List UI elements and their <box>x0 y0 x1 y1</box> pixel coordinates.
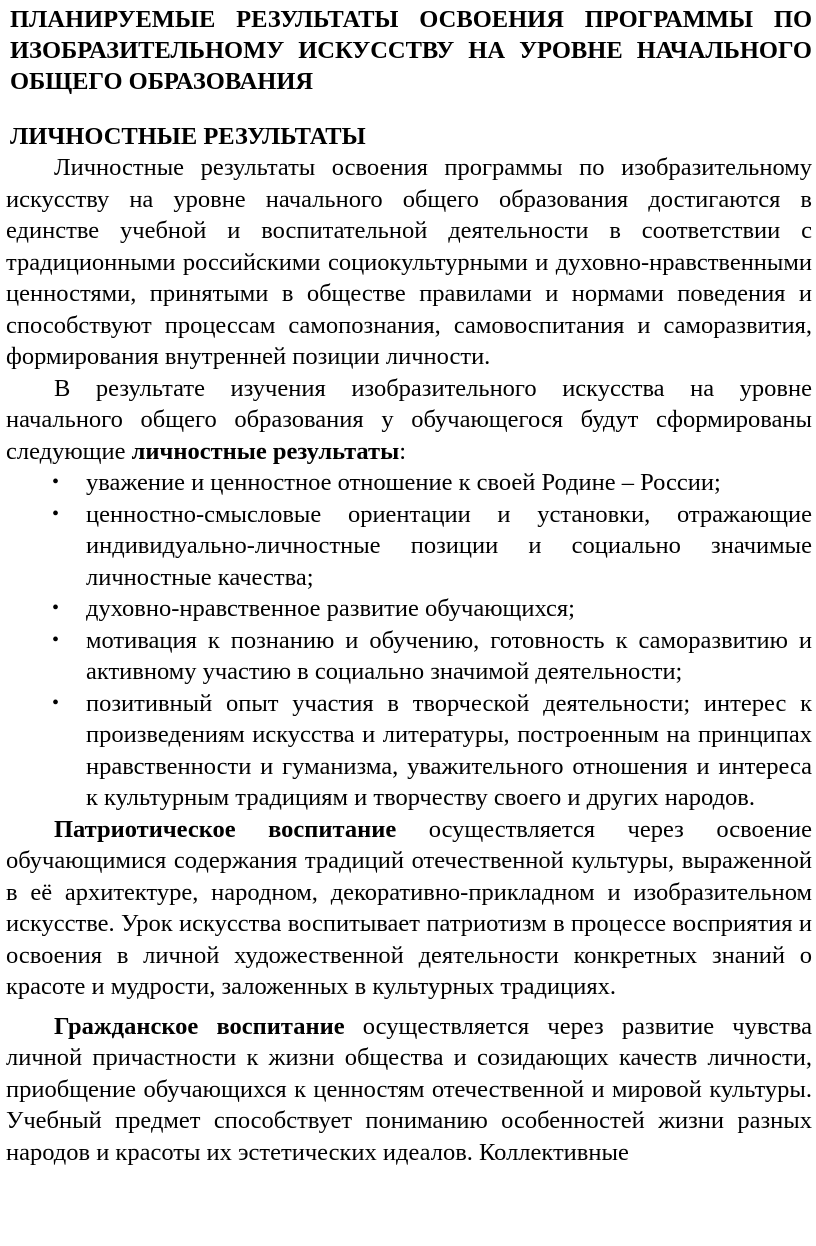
document-title: ПЛАНИРУЕМЫЕ РЕЗУЛЬТАТЫ ОСВОЕНИЯ ПРОГРАММЫ ПО ИЗОБРАЗИТЕЛЬНОМУ ИСКУССТВУ НА УРОВНЕ НАЧАЛЬНОГО ОБЩЕГО ОБРАЗОВАНИЯ <box>10 6 812 95</box>
bullet-icon: • <box>52 628 60 651</box>
results-paragraph-text: В результате изучения изобразительного искусства на уровне начального общего образования у обучающегося будут сформированы следующие <box>6 374 812 465</box>
list-item-text: мотивация к познанию и обучению, готовность к саморазвитию и активному участию в социально значимой деятельности; <box>86 626 812 685</box>
patriotic-education-lead: Патриотическое воспитание <box>54 815 397 843</box>
list-item-text: позитивный опыт участия в творческой деятельности; интерес к произведениям искусства и литературы, построенным на принципах нравственности и гуманизма, уважительного отношения и интереса к культурным традициям и творчеству своего и других народов. <box>86 689 812 811</box>
results-paragraph <box>6 373 812 468</box>
patriotic-education-text: осуществляется через освоение обучающимися содержания традиций отечественной культуры, выраженной в её архитектуре, народном, декоративно-прикладном и изобразительном искусстве. Урок искусства воспитывает патриотизм в процессе восприятия и освоения в личной художественной деятельности конкретных знаний о красоте и мудрости, заложенных в культурных традициях. <box>6 815 812 1000</box>
list-item <box>6 499 812 594</box>
list-item <box>6 593 812 625</box>
bullet-icon: • <box>52 471 60 493</box>
intro-paragraph: Личностные результаты освоения программы по изобразительному искусству на уровне начального общего образования достигаются в единстве учебной и воспитательной деятельности в соответствии с традиционными российскими социокультурными и духовно-нравственными ценностями, принятыми в обществе правилами и нормами поведения и способствуют процессам самопознания, самовоспитания и саморазвития, формирования внутренней позиции личности. <box>6 154 812 370</box>
bullet-icon: • <box>52 597 60 619</box>
civic-education-lead: Гражданское воспитание <box>54 1012 345 1040</box>
patriotic-education-paragraph <box>6 814 812 1003</box>
bullet-icon: • <box>52 691 60 714</box>
section-heading: ЛИЧНОСТНЫЕ РЕЗУЛЬТАТЫ <box>10 123 366 150</box>
list-item <box>6 467 812 499</box>
results-paragraph-bold: личностные результаты <box>131 437 400 465</box>
civic-education-paragraph <box>6 1011 812 1169</box>
list-item-text: уважение и ценностное отношение к своей Родине – России; <box>86 469 721 496</box>
results-paragraph-colon: : <box>399 437 407 465</box>
list-item-text: духовно-нравственное развитие обучающихся; <box>86 595 575 622</box>
list-item-text: ценностно-смысловые ориентации и установки, отражающие индивидуально-личностные позиции и социально значимые личностные качества; <box>86 500 812 591</box>
civic-education-text: осуществляется через развитие чувства личной причастности к жизни общества и созидающих качеств личности, приобщение обучающихся к ценностям отечественной и мировой культуры. Учебный предмет способствует пониманию особенностей жизни разных народов и красоты их эстетических идеалов. Коллективные <box>6 1012 812 1166</box>
list-item <box>6 688 812 814</box>
personal-results-list <box>6 467 812 814</box>
list-item <box>6 625 812 688</box>
bullet-icon: • <box>52 502 60 525</box>
